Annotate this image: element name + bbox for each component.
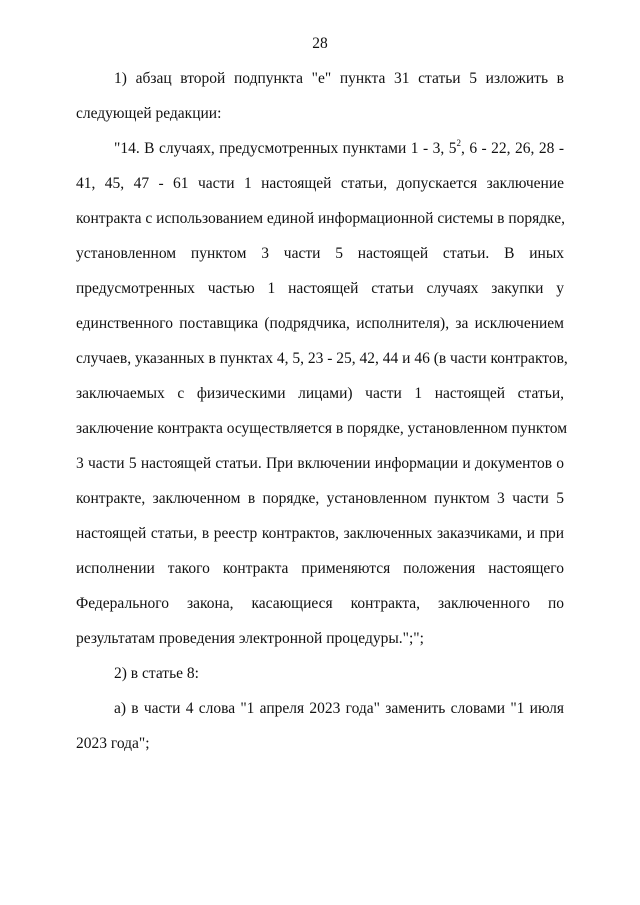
text-line: контракта с использованием единой информационной системы в порядке, [76,210,566,227]
text-line: 41, 45, 47 - 61 части 1 настоящей статьи, допускается заключение [76,175,564,192]
text-line: 3 части 5 настоящей статьи. При включении информации и документов о [76,455,564,472]
text-line: 2) в статье 8: [114,665,199,682]
text-line: единственного поставщика (подрядчика, исполнителя), за исключением [76,315,564,332]
text-line: настоящей статьи, в реестр контрактов, заключенных заказчиками, и при [76,525,564,542]
text-line: следующей редакции: [76,105,222,122]
text-line: 2023 года"; [76,735,150,752]
text-line: заключение контракта осуществляется в порядке, установленном пунктом [76,420,568,437]
text-line-with-superscript [114,139,564,159]
text-line: контракте, заключенном в порядке, установленном пунктом 3 части 5 [76,490,564,507]
text-segment: "14. В случаях, предусмотренных пунктами 1 - 3, 5 [114,140,457,157]
text-line: предусмотренных частью 1 настоящей статьи случаях закупки у [76,280,564,297]
text-segment: , 6 - 22, 26, 28 - [460,140,565,157]
text-line: установленном пунктом 3 части 5 настоящей статьи. В иных [76,245,564,262]
text-line: исполнении такого контракта применяются положения настоящего [76,560,564,577]
text-line: Федерального закона, касающиеся контракта, заключенного по [76,595,564,612]
superscript: 2 [456,137,461,148]
text-line: заключаемых с физическими лицами) части 1 настоящей статьи, [76,385,564,402]
page-number: 28 [312,35,328,52]
text-line: результатам проведения электронной процедуры.";"; [76,630,424,647]
text-line: а) в части 4 слова "1 апреля 2023 года" заменить словами "1 июля [114,700,564,717]
text-line: случаев, указанных в пунктах 4, 5, 23 - 25, 42, 44 и 46 (в части контрактов, [76,350,568,367]
text-line: 1) абзац второй подпункта "е" пункта 31 статьи 5 изложить в [114,70,564,87]
